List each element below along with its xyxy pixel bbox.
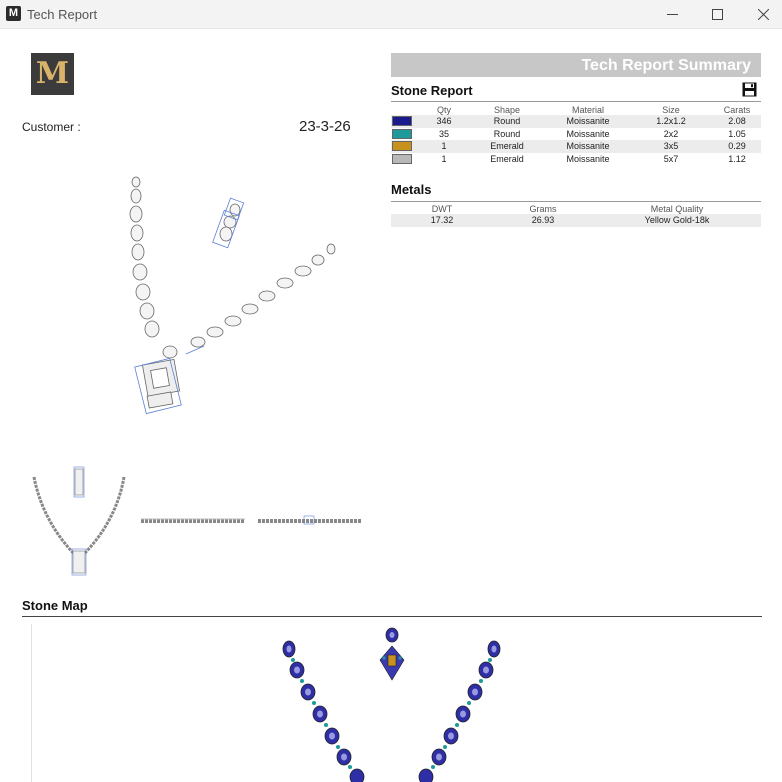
table-row: 17.32 26.93 Yellow Gold-18k bbox=[391, 214, 761, 227]
minimize-button[interactable] bbox=[649, 0, 695, 29]
col-shape: Shape bbox=[493, 104, 521, 115]
right-strand bbox=[191, 244, 335, 347]
close-button[interactable] bbox=[740, 0, 782, 29]
table-row: 35 Round Moissanite 2x2 1.05 bbox=[391, 128, 761, 141]
left-strand bbox=[130, 177, 159, 337]
color-swatch bbox=[392, 141, 412, 151]
thumbnail-top-view[interactable] bbox=[256, 512, 364, 528]
stone-map-earring bbox=[380, 628, 404, 680]
brand-logo bbox=[31, 53, 74, 95]
customer-label: Customer : bbox=[22, 120, 81, 134]
color-swatch bbox=[392, 129, 412, 139]
stone-map-border bbox=[31, 624, 32, 782]
thumbnail-front-view[interactable] bbox=[28, 463, 130, 578]
col-dwt: DWT bbox=[431, 203, 453, 214]
window-title: Tech Report bbox=[27, 7, 98, 22]
maximize-icon bbox=[712, 9, 723, 20]
stone-map-divider bbox=[22, 616, 762, 617]
col-grams: Grams bbox=[529, 203, 557, 214]
metals-title: Metals bbox=[391, 182, 432, 197]
col-qty: Qty bbox=[436, 104, 451, 115]
col-size: Size bbox=[662, 104, 680, 115]
stone-map-title: Stone Map bbox=[22, 598, 88, 613]
metals-divider bbox=[391, 201, 761, 202]
stone-report-divider bbox=[391, 101, 761, 102]
app-icon: M bbox=[6, 6, 21, 21]
stone-report-table bbox=[391, 104, 761, 165]
table-row: 1 Emerald Moissanite 5x7 1.12 bbox=[391, 153, 761, 166]
table-row: 346 Round Moissanite 1.2x1.2 2.08 bbox=[391, 115, 761, 128]
save-icon[interactable] bbox=[742, 82, 757, 97]
col-carats: Carats bbox=[723, 104, 751, 115]
necklace-main-view[interactable] bbox=[100, 172, 360, 422]
summary-header-bar bbox=[391, 53, 761, 77]
col-material: Material bbox=[571, 104, 604, 115]
color-swatch bbox=[392, 116, 412, 126]
color-swatch bbox=[392, 154, 412, 164]
logo-letter: M bbox=[35, 56, 70, 91]
table-row: 1 Emerald Moissanite 3x5 0.29 bbox=[391, 140, 761, 153]
close-icon bbox=[758, 9, 769, 20]
maximize-button[interactable] bbox=[694, 0, 740, 29]
title-bar bbox=[0, 0, 782, 29]
metals-table bbox=[391, 203, 761, 227]
summary-title: Tech Report Summary bbox=[581, 57, 751, 74]
col-metal-quality: Metal Quality bbox=[650, 203, 704, 214]
stone-map-left-strand bbox=[283, 641, 364, 782]
stone-map-right-strand bbox=[419, 641, 500, 782]
stone-report-title: Stone Report bbox=[391, 83, 473, 98]
stone-map-view[interactable] bbox=[260, 622, 520, 782]
report-date: 23-3-26 bbox=[299, 118, 351, 135]
minimize-icon bbox=[667, 9, 678, 20]
thumbnail-side-view[interactable] bbox=[139, 512, 247, 528]
